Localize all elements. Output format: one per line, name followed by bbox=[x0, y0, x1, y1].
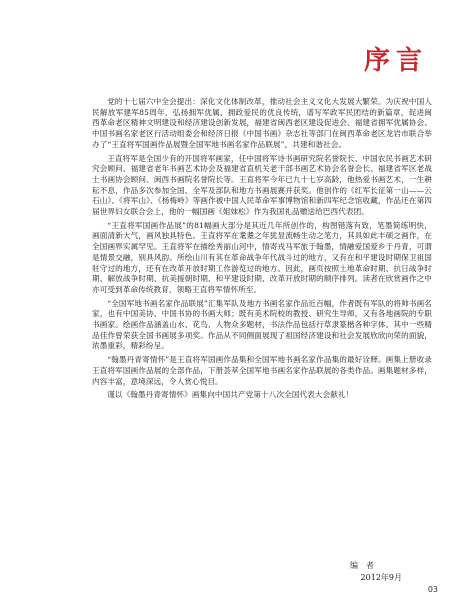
paragraph-2: 王直将军是全国少有的开国将军画家，任中国将军诗书画研究院名誉院长、中国农民书画艺术研究会顾问、福建省老年书画艺术协会及福建省直机关老干部书画艺术协会名誉会长、福建省军区老战士书画协会顾问、闽西书画院名誉院长等。王直将军今年已九十七岁高龄，他热爱书画艺术，一生耕耘不息，作品多次参加全国、全军及部队和地方书画展赛并获奖。他创作的《红军长征第一山——云石山》、《将军山》、《杨梅岭》等画作被中国人民革命军事博物馆和新四军纪念馆收藏，作品还在第四届世界妇女联合会上，他的一幅国画《姐妹松》作为我国礼品赠送给巴西代表团。 bbox=[92, 153, 432, 217]
page-title: 序言 bbox=[363, 46, 428, 76]
paragraph-3: “王直将军国画作品展”的81幅画大部分是其近几年所创作的，构图错落有致，笔墨简练明快，画面清新大气，画风独具特色。王直将军在耄耋之年犹显流畅生动之笔力，其具如此丰硕之画作，在全国画界实属罕见。王直将军在描绘秀丽山河中，情寄戎马军旅于翰墨，情融爱国爱乡于丹青，可谓是情景交融，别具风韵。所绘山川有其在革命战争年代战斗过的地方，又有在和平建设时期保卫祖国驻守过的地方，还有在改革开放时期工作游览过的地方。因此，画页按照土地革命时期、抗日战争时期、解放战争时期、抗美援朝时期、和平建设时期、改革开放时期的顺序排列。读者在欣赏画作之中亦可受到革命传统教育，领略王直将军情怀所至。 bbox=[92, 220, 432, 294]
paragraph-1: 党的十七届六中全会提出：深化文化体制改革，推动社会主义文化大发展大繁荣。为庆祝中国人民解放军建军85周年，弘扬拥军优属、拥政爱民的优良传统，谱写军政军民团结的新篇章，促进闽西革命老区精神文明建设和经济建设创新发展，福建省闽西老区建设促进会、福建省拥军优属协会、中国书画名家老区行活动组委会和经济日报《中国书画》杂志社等部门在闽西革命老区龙岩市联合举办了“王直将军国画作品展暨全国军地书画名家作品联展”，共建和谐社会。 bbox=[92, 97, 432, 149]
paragraph-4: “全国军地书画名家作品联展”汇集军队及地方书画名家作品近百幅，作者既有军队的将帅书画名家，也有中国美协、中国书协的书画大师；既有美术院校的教授、研究生导师，又有各地画院的专职书画家。绘画作品涵盖山水、花鸟、人物众多题材，书法作品包括行草隶篆楷各种字体。其中一些精品佳作曾荣获全国书画展多项奖。作品从不同侧面展现了祖国经济建设和社会发展欣欣向荣的面貌，浓墨重彩，精彩纷呈。 bbox=[92, 298, 432, 351]
signature-date: 2012年9月 bbox=[360, 573, 402, 582]
paragraph-5: “翰墨丹青寄情怀”是王直将军国画作品集和全国军地书画名家作品集的最好诠释。画集上册收录王直将军国画作品展的全部作品，下册荟萃全国军地书画名家作品联展的各类作品。画集题材多样，内容丰富，意境深远，令人赏心悦目。 bbox=[92, 355, 432, 386]
preface-body bbox=[92, 97, 432, 401]
paragraph-6: 谨以《翰墨丹青寄情怀》画集向中国共产党第十八次全国代表大会献礼！ bbox=[107, 390, 354, 400]
page-number: 03 bbox=[427, 585, 438, 594]
editor-signature: 编者 bbox=[350, 561, 382, 570]
